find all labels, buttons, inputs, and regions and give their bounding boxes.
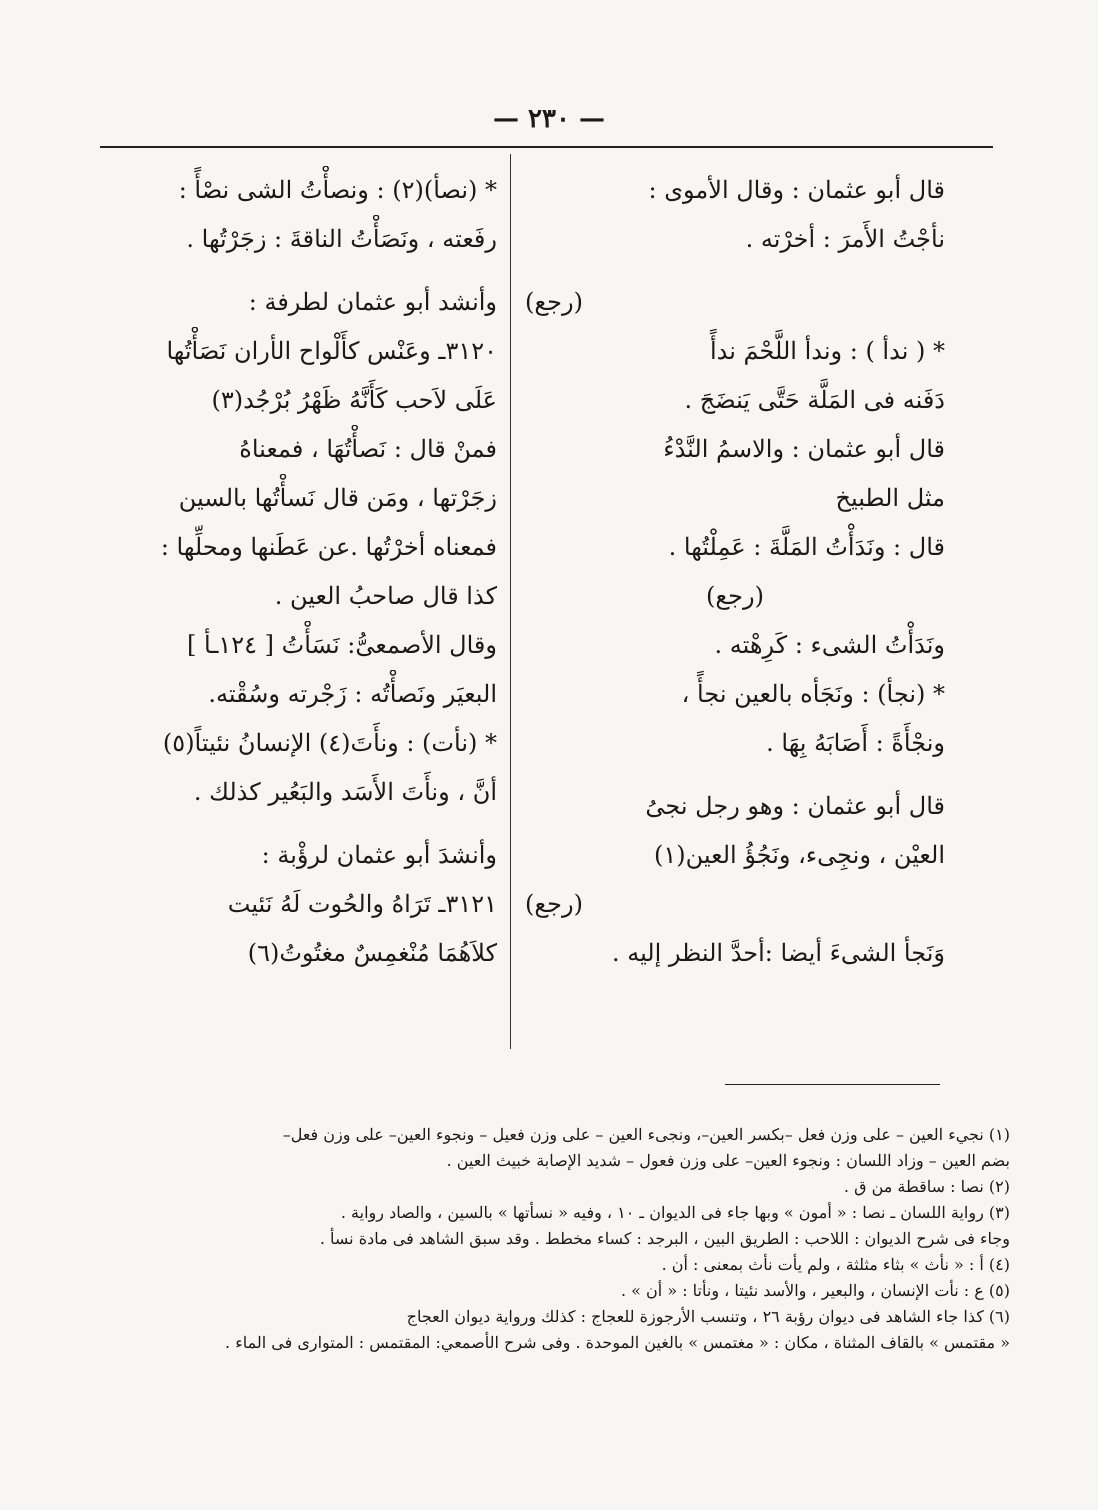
verse-line: ٣١٢٠ـ وعَنْس كأَلْواح الأران نَصَأْتُها <box>166 337 497 365</box>
text-line: وأنشدَ أبو عثمان لرؤْبة : <box>261 841 497 869</box>
entry-heading-line: * (نصأ)(٢) : ونصأْتُ الشى نصْأً : <box>178 176 497 204</box>
footnote-line: (١) نجيء العين – على وزن فعل –بكسر العين–، ونجىء العين – على وزن فعيل – ونجوء العين– على وزن فعل– <box>282 1125 1010 1144</box>
footnote-line: « مقتمس » بالقاف المثناة ، مكان : « مغتمس » بالغين الموحدة . وفى شرح الأصمعي: المقتمس : المتوارى فى الماء . <box>225 1333 1010 1352</box>
rajaa-marker: (رجع) <box>706 582 764 610</box>
entry-heading-line: * (نأت) : ونأَتَ(٤) الإنسانُ نئيتاً(٥) <box>162 729 497 757</box>
verse-line: كلاَهُمَا مُنْغمِسٌ مغتُوتُ(٦) <box>247 939 497 967</box>
column-divider <box>510 154 511 1049</box>
page-number: — ٢٣٠ — <box>492 104 606 134</box>
right-column <box>525 166 945 978</box>
text-line: قال أبو عثمان : وقال الأموى : <box>648 176 945 204</box>
verse-line: عَلَى لاَحب كَأَنَّهُ ظَهْرُ بُرْجُد(٣) <box>211 386 497 414</box>
text-line: وَنَجأ الشىءَ أيضا :أحدَّ النظر إليه . <box>611 939 945 967</box>
header-rule <box>100 146 993 148</box>
text-line: قال أبو عثمان : والاسمُ النَّدْءُ <box>663 435 945 463</box>
text-line: دَفَنه فى المَلَّة حَتَّى يَنضَجَ . <box>684 386 945 414</box>
footnote-line: وجاء فى شرح الديوان : اللاحب : الطريق البين ، البرجد : كساء مخطط . وقد سبق الشاهد فى مادة نسأ . <box>319 1229 1010 1248</box>
text-line: ونَدَأْتُ الشىء : كَرِهْته . <box>714 631 945 659</box>
text-line: مثل الطبيخ <box>835 484 945 512</box>
text-line: فمنْ قال : نَصأْتُهَا ، فمعناهُ <box>239 435 497 463</box>
footnote-line: (٤) أ : « نأث » بثاء مثلثة ، ولم يأت نأث بمعنى : أن . <box>661 1255 1010 1274</box>
left-column <box>100 166 497 978</box>
text-line: أنَّ ، ونأَتَ الأَسَد والبَعُير كذلك . <box>193 778 497 806</box>
footnote-line: (٥) ع : نأت الإنسان ، والبعير ، والأسد نئيتا ، ونأتا : « أن » . <box>621 1281 1010 1300</box>
footnotes <box>120 1122 1010 1356</box>
text-line: وقال الأصمعىُّ: نَسَأْتُ [ ١٢٤ـأ ] <box>187 631 497 659</box>
entry-heading-line: * ( ندأ ) : وندأ اللَّحْمَ ندأً <box>709 337 945 365</box>
text-line: فمعناه أخرْتُها .عن عَطَنها ومحلِّها : <box>160 533 497 561</box>
footnote-line: بضم العين – وزاد اللسان : ونجوء العين– على وزن فعول – شديد الإصابة خبيث العين . <box>446 1151 1010 1170</box>
text-line: البعيَر ونَصأْتُه : زَجْرته وسُقْته. <box>208 680 497 708</box>
text-line: العيْن ، ونجِىء، ونَجُؤُ العين(١) <box>654 841 945 869</box>
text-line: نأجْتُ الأَمرَ : أخرْته . <box>745 225 945 253</box>
text-line: ونجْأَةً : أَصَابَهُ بِهَا . <box>766 729 945 757</box>
footnote-line: (٦) كذا جاء الشاهد فى ديوان رؤبة ٢٦ ، وتنسب الأرجوزة للعجاج : كذلك ورواية ديوان العجاج <box>406 1307 1010 1326</box>
rajaa-marker: (رجع) <box>525 288 583 316</box>
verse-line: ٣١٢١ـ تَرَاهُ والحُوت لَهُ نَئيت <box>227 890 497 918</box>
text-line: قال : ونَدَأْتُ المَلَّةَ : عَمِلْتُها . <box>668 533 945 561</box>
text-line: رفَعته ، ونَصَأْتُ الناقةَ : زجَرْتُها . <box>186 225 497 253</box>
entry-heading-line: * (نجأ) : ونَجَأه بالعين نجأً ، <box>681 680 945 708</box>
text-line: قال أبو عثمان : وهو رجل نجىُ <box>645 792 945 820</box>
text-line: كذا قال صاحبُ العين . <box>274 582 497 610</box>
text-line: زجَرْتها ، ومَن قال نَسأْتُها بالسين <box>178 484 497 512</box>
footnote-line: (٣) رواية اللسان ـ نصا : « أمون » وبها جاء فى الديوان ـ ١٠ ، وفيه « نسأتها » بالسين ، والصاد رواية . <box>340 1203 1010 1222</box>
text-line: وأنشد أبو عثمان لطرفة : <box>248 288 497 316</box>
footnote-rule <box>725 1084 940 1085</box>
rajaa-marker: (رجع) <box>525 890 583 918</box>
footnote-line: (٢) نصا : ساقطة من ق . <box>843 1177 1010 1196</box>
